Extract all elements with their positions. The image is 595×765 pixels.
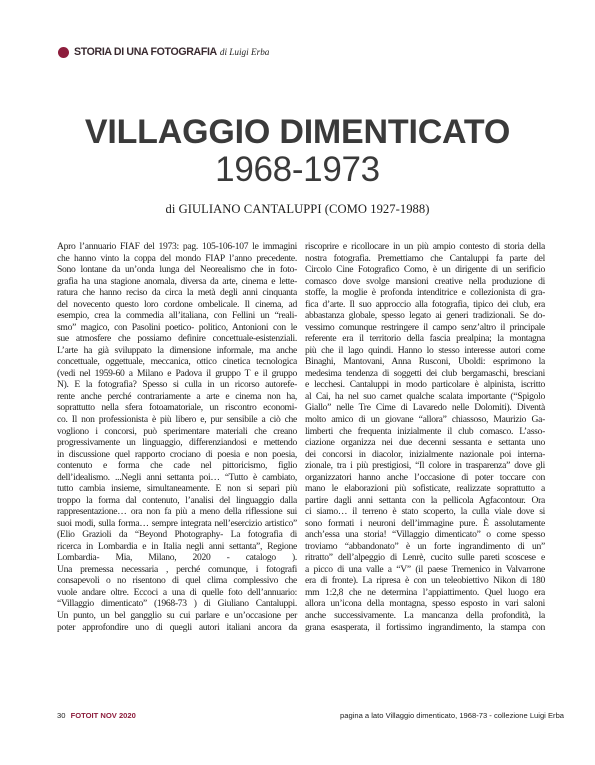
text-line: ciazione organizza nei due decenni sessanta e settanta uno (305, 437, 545, 449)
text-line: consapevoli o no risentono di quel clima complessivo che (57, 575, 297, 587)
text-line: al Cai, ha nel suo carnet qualche scalata importante (“Spigolo (305, 390, 545, 402)
text-line: Una premessa necessaria , perché comunque, i fotografi (57, 563, 297, 575)
text-line: troviamo “abbandonato” è un forte ingrandimento di un” (305, 540, 545, 552)
text-line: progressivamente un linguaggio, differenziandosi e mettendo (57, 437, 297, 449)
text-line: rappresentazione… ora non fa più a meno della riflessione sui (57, 506, 297, 518)
text-line: Apro l’annuario FIAF del 1973: pag. 105-106-107 le immagini (57, 241, 297, 252)
text-line: ritratto” dell’alpeggio di Lenrè, cucito sulle pareti scoscese e (305, 552, 545, 564)
text-line: anch’essa una storia! “Villaggio dimenticato” o come spesso (305, 529, 545, 541)
text-line: rente anche perché contrariamente a arte e cinema non ha, (57, 390, 297, 402)
text-line: in discussione quel rapporto crociano di poesia e non poesia, (57, 448, 297, 460)
text-line: tutto cambia insieme, simultaneamente. E non si separì più (57, 483, 297, 495)
text-line: riscoprire e ricollocare in un più ampio contesto di storia della (305, 241, 545, 252)
text-line: troppo la forma dal contenuto, l’analisi del linguaggio dalla (57, 494, 297, 506)
text-line: referente era il territorio della fascia prealpina; la montagna (305, 333, 545, 345)
section-byline: di Luigi Erba (219, 47, 270, 57)
section-bullet-icon (58, 47, 69, 58)
text-line: Binaghi, Mantovani, Anna Rusconi, Uboldi: esprimono la (305, 356, 545, 368)
text-line: ratura che hanno reciso da circa la metà degli anni cinquanta (57, 287, 297, 299)
text-line: N). E la fotografia? Spesso si culla in un ricorso autorefe- (57, 379, 297, 391)
text-line: vessimo comunque restringere il campo senz’altro il principale (305, 321, 545, 333)
text-line: anche successivamente. La mancanza della profondità, la (305, 610, 545, 621)
text-line: sue atmosfere che possiamo definire concettuale-esistenziali. (57, 333, 297, 345)
image-caption: pagina a lato Villaggio dimenticato, 1968-73 - collezione Luigi Erba (340, 711, 565, 720)
text-line: poter approfondire uno di quegli autori italiani ancora da (57, 621, 297, 633)
text-line: Un punto, un bel gangglio su cui parlare e un’occasione per (57, 610, 297, 621)
article-author: di GIULIANO CANTALUPPI (COMO 1927-1988) (165, 202, 430, 216)
text-line: Giallo” nelle Tre Cime di Lavaredo nelle Dolomiti). Diventà (305, 402, 545, 414)
text-line: L’arte ha già sviluppato la dimensione informale, ma anche (57, 344, 297, 356)
section-header (58, 44, 269, 60)
text-line: vuole andare oltre. Eccoci a una di quelle foto dell’annuario: (57, 586, 297, 598)
page-footer-left (57, 711, 136, 720)
text-line: grana esasperata, il fortissimo ingrandimento, la stampa con (305, 621, 545, 633)
text-line: contenuto e forma che cade nel pittoricismo, figlio (57, 460, 297, 472)
text-line: allora un’icona della montagna, spesso esposto in vari saloni (305, 598, 545, 610)
text-line: abbastanza globale, spesso legato ai generi tradizionali. Se do- (305, 310, 545, 322)
text-line: che hanno vinto la coppa del mondo FIAP l’anno precedente. (57, 252, 297, 264)
text-line: (Elio Grazioli da “Beyond Photography- La fotografia di (57, 529, 297, 541)
page-number: 30 (57, 711, 66, 720)
text-line: ricerca in Lombardia e in Italia negli anni settanta”, Regione (57, 540, 297, 552)
article-column-right (305, 241, 545, 633)
text-line: mano le elaborazioni più sofisticate, realizzate soprattutto a (305, 483, 545, 495)
text-line: dei concorsi in diacolor, inizialmente nazionale poi interna- (305, 448, 545, 460)
article-column-left (57, 241, 297, 633)
text-line: e lecchesi. Cantaluppi in modo particolare è alpinista, iscritto (305, 379, 545, 391)
text-line: limberti che frequenta inizialmente il club comasco. L’asso- (305, 425, 545, 437)
text-line: suoi modi, sulla forma… sempre integrata nell’esercizio artistico” (57, 517, 297, 529)
text-line: era di fronte). La ripresa è con un teleobiettivo Nikon di 180 (305, 575, 545, 587)
text-line: Circolo Cine Fotografico Como, è un dirigente di un serificio (305, 264, 545, 276)
text-line: sono formati i neuroni dell’immagine pure. È assolutamente (305, 517, 545, 529)
text-line: ci siamo… il terreno è stato scoperto, la culla viale dove si (305, 506, 545, 518)
text-line: comasco dove svolge mansioni creative nella produzione di (305, 275, 545, 287)
text-line: esempio, crea la commedia all’italiana, con Fellini un “reali- (57, 310, 297, 322)
text-line: dell’idealismo. ...Negli anni settanta poi… “Tutto è cambiato, (57, 471, 297, 483)
text-line: molto amico di un giovane “allora” chiassoso, Maurizio Ga- (305, 413, 545, 425)
article-title: VILLAGGIO DIMENTICATO (84, 113, 511, 151)
article-years: 1968-1973 (215, 150, 380, 189)
text-line: più che il lago quindi. Hanno lo stesso interesse autori come (305, 344, 545, 356)
text-line: co. Il non professionista è più libero e, pur sensibile a ciò che (57, 413, 297, 425)
text-line: stoffe, la moglie è profonda intenditrice e collezionista di gra- (305, 287, 545, 299)
text-line: mm 1:2,8 che ne determina l’appiattimento. Quel luogo era (305, 586, 545, 598)
text-line: del novecento questo loro cordone ombelicale. Il cinema, ad (57, 298, 297, 310)
section-label: STORIA DI UNA FOTOGRAFIA (74, 46, 217, 58)
text-line: partire dagli anni settanta con la pellicola Agfacontour. Ora (305, 494, 545, 506)
text-line: (vedi nel 1959-60 a Milano e Padova il gruppo T e il gruppo (57, 367, 297, 379)
text-line: zionale, tra i più prestigiosi, “Il colore in trasparenza” dove gli (305, 460, 545, 472)
text-line: grafia ha una stagione anomala, diversa da arte, cinema e lette- (57, 275, 297, 287)
text-line: “Villaggio dimenticato” (1968-73 ) di Giuliano Cantaluppi. (57, 598, 297, 610)
text-line: Sono lontane da un’onda lunga del Neorealismo che in foto- (57, 264, 297, 276)
text-line: medesima tendenza di soggetti dei club bergamaschi, bresciani (305, 367, 545, 379)
text-line: a picco di una valle a “V” (il paese Tremenico in Valvarrone (305, 563, 545, 575)
text-line: soprattutto nella sfera fotoamatoriale, un riscontro economi- (57, 402, 297, 414)
text-line: vogliono i concorsi, può sperimentare materiali che creano (57, 425, 297, 437)
text-line: fica d’arte. Il suo approccio alla fotografia, tipico dei club, era (305, 298, 545, 310)
magazine-issue: FOTOIT NOV 2020 (70, 711, 136, 720)
text-line: nostra fotografia. Premettiamo che Cantaluppi fa parte del (305, 252, 545, 264)
text-line: organizzatori hanno anche l’occasione di poter toccare con (305, 471, 545, 483)
text-line: Lombardia- Mia, Milano, 2020 - catalogo ). (57, 552, 297, 564)
text-line: smo” magico, con Pasolini poetico- politico, Antonioni con le (57, 321, 297, 333)
text-line: concettuale, oggettuale, meccanica, ottico cinetica tecnologica (57, 356, 297, 368)
